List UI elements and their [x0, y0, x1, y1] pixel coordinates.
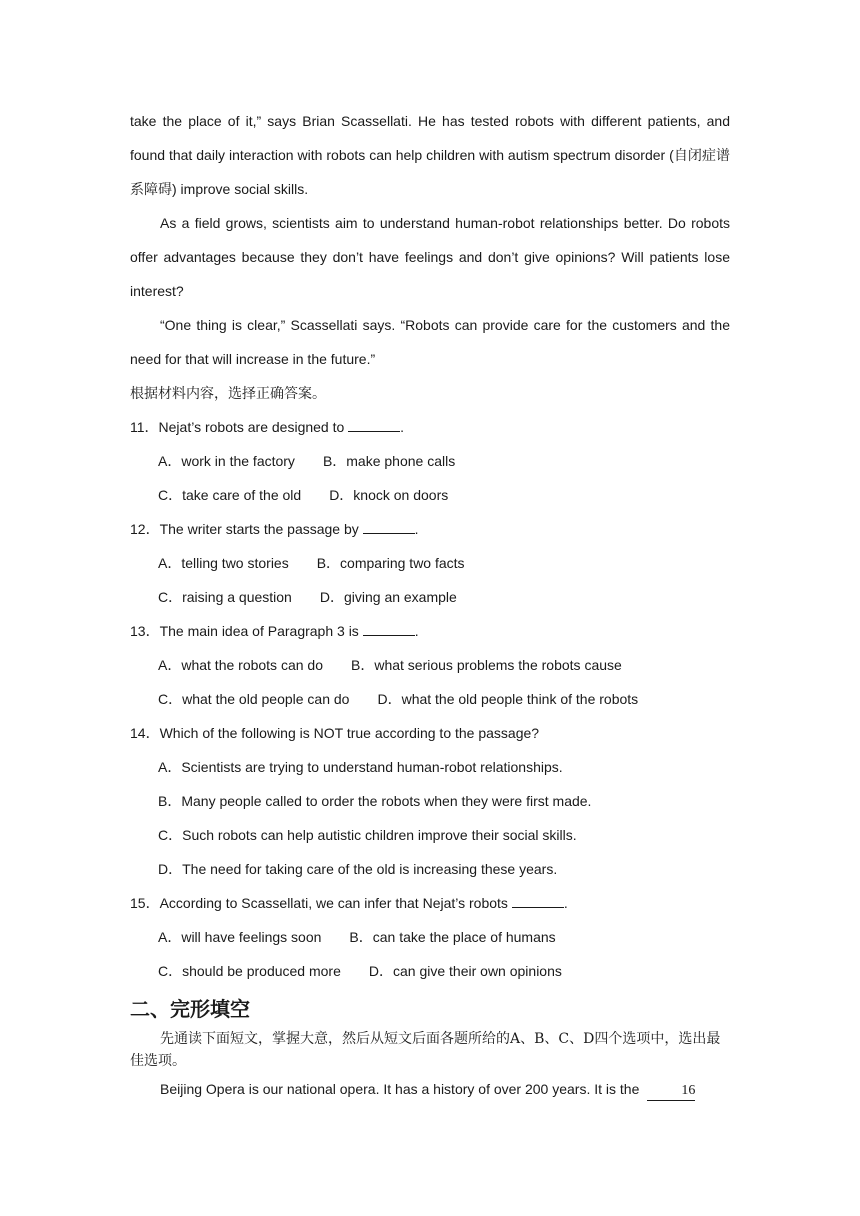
question-stem-text: 12．The writer starts the passage by — [130, 521, 359, 537]
option-c: C．should be produced more — [158, 963, 341, 979]
section-2-title: 二、完形填空 — [130, 997, 250, 1021]
question-stem-end: . — [414, 623, 419, 639]
option-a: A．telling two stories — [158, 555, 289, 571]
option-b: B．what serious problems the robots cause — [351, 657, 622, 673]
option-a: A．will have feelings soon — [158, 929, 322, 945]
question-13-stem — [130, 614, 730, 648]
question-stem-text: 13．The main idea of Paragraph 3 is — [130, 623, 359, 639]
question-14-option-b: B．Many people called to order the robots when they were first made. — [158, 793, 592, 809]
option-b: B．make phone calls — [322, 453, 456, 469]
section-2-first-line-text: Beijing Opera is our national opera. It has a history of over 200 years. It is the — [160, 1081, 640, 1097]
answer-blank — [348, 420, 400, 432]
option-b: B．can take the place of humans — [349, 929, 556, 945]
option-b: B．comparing two facts — [316, 555, 465, 571]
question-12-options-row-2 — [158, 580, 730, 614]
answer-blank — [363, 522, 415, 534]
question-stem-end: . — [400, 419, 405, 435]
passage-paragraph-3: “One thing is clear,” Scassellati says. “Robots can provide care for the customers and the need for that will increase in the future.” — [130, 317, 730, 367]
section-2-first-line — [130, 1072, 730, 1106]
option-d: D．giving an example — [319, 589, 457, 605]
option-d: D．can give their own opinions — [368, 963, 562, 979]
passage-paragraph-2: As a field grows, scientists aim to understand human-robot relationships better. Do robots offer advantages because they don’t have feelings and don’t give opinions? Will patients lose interest? — [130, 215, 730, 299]
question-14-stem: 14．Which of the following is NOT true according to the passage? — [130, 725, 540, 741]
question-stem-end: . — [414, 521, 419, 537]
question-11-options-row-1 — [158, 444, 730, 478]
question-12-stem — [130, 512, 730, 546]
question-stem-end: . — [563, 895, 568, 911]
question-15-options-row-1 — [158, 920, 730, 954]
question-stem-text: 15．According to Scassellati, we can infer that Nejat’s robots — [130, 895, 508, 911]
question-12-options-row-1 — [158, 546, 730, 580]
option-d: D．knock on doors — [329, 487, 449, 503]
question-13-options-row-2 — [158, 682, 730, 716]
option-a: A．work in the factory — [158, 453, 295, 469]
cloze-blank-16: 16 — [647, 1082, 695, 1101]
question-stem-text: 11．Nejat’s robots are designed to — [130, 419, 345, 435]
instruction-text: 根据材料内容，选择正确答案。 — [130, 385, 326, 401]
document-content — [130, 104, 730, 1106]
question-14-option-a: A．Scientists are trying to understand human-robot relationships. — [158, 759, 563, 775]
question-11-options-row-2 — [158, 478, 730, 512]
answer-blank — [512, 896, 564, 908]
question-15-stem — [130, 886, 730, 920]
question-11-stem — [130, 410, 730, 444]
answer-blank — [363, 624, 415, 636]
option-c: C．what the old people can do — [158, 691, 350, 707]
option-c: C．take care of the old — [158, 487, 302, 503]
question-15-options-row-2 — [158, 954, 730, 988]
option-a: A．what the robots can do — [158, 657, 323, 673]
section-2-instruction: 先通读下面短文，掌握大意，然后从短文后面各题所给的A、B、C、D四个选项中，选出最佳选项。 — [130, 1031, 721, 1069]
option-d: D．what the old people think of the robots — [377, 691, 639, 707]
question-14-option-c: C．Such robots can help autistic children improve their social skills. — [158, 827, 577, 843]
question-14-option-d: D．The need for taking care of the old is increasing these years. — [158, 861, 558, 877]
option-c: C．raising a question — [158, 589, 292, 605]
passage-paragraph-1: take the place of it,” says Brian Scassellati. He has tested robots with different patients, and found that daily interaction with robots can help children with autism spectrum disorder (自闭症谱系障碍) improve social skills. — [130, 113, 730, 197]
question-13-options-row-1 — [158, 648, 730, 682]
